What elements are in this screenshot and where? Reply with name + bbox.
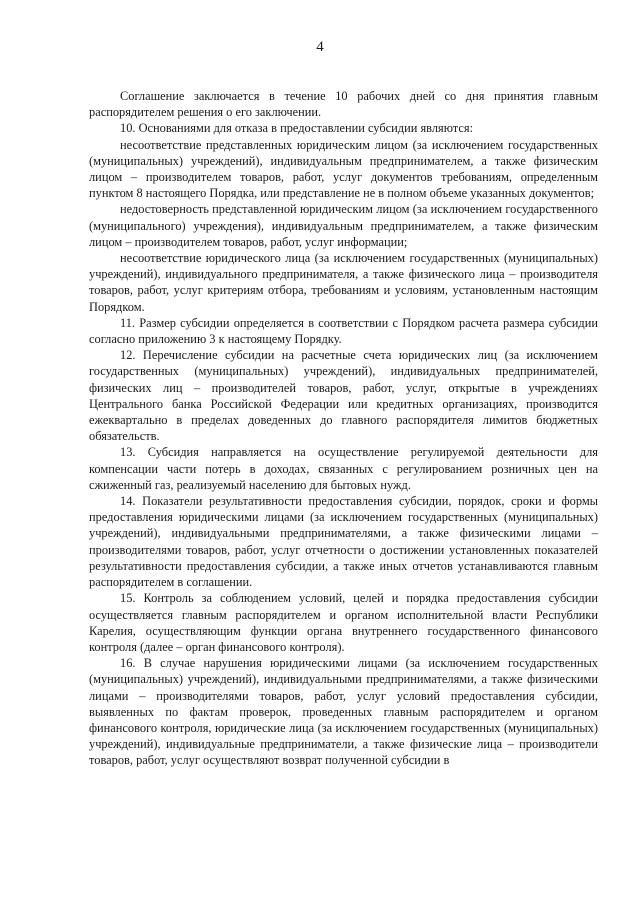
paragraph-refusal-nonconformity-documents: несоответствие представленных юридическим лицом (за исключением государственных (муниципальных) учреждений), индивидуальным предпринимателем, а также физическим лицом – производителем товаров, работ, услуг документов требованиям, определенным пунктом 8 настоящего Порядка, или представление не в полном объеме указанных документов; <box>89 137 598 201</box>
paragraph-agreement-term: Соглашение заключается в течение 10 рабочих дней со дня принятия главным распорядителем решения о его заключении. <box>89 89 598 120</box>
paragraph-11-subsidy-amount: 11. Размер субсидии определяется в соответствии с Порядком расчета размера субсидии согласно приложению 3 к настоящему Порядку. <box>89 315 598 347</box>
paragraph-14-performance-indicators: 14. Показатели результативности предоставления субсидии, порядок, сроки и формы предоставления юридическими лицами (за исключением государственных (муниципальных) учреждений), индивидуальными предпринимателями, а также физическими лицами – производителями товаров, работ, услуг отчетности о достижении установленных показателей результативности предоставления субсидии, а также иных отчетов устанавливаются главным распорядителем в соглашении. <box>89 494 598 590</box>
paragraph-refusal-criteria-mismatch: несоответствие юридического лица (за исключением государственных (муниципальных) учреждений), индивидуального предпринимателя, а также физического лица – производителя товаров, работ, услуг критериям отбора, требованиям и условиям, установленным настоящим Порядком. <box>89 251 598 314</box>
paragraph-15-control: 15. Контроль за соблюдением условий, целей и порядка предоставления субсидии осуществляется главным распорядителем и органом исполнительной власти Республики Карелия, осуществляющим функции органа внутреннего государственного финансового контроля (далее – орган финансового контроля). <box>89 591 598 654</box>
paragraph-13-subsidy-purpose: 13. Субсидия направляется на осуществление регулируемой деятельности для компенсации части потерь в доходах, связанных с регулированием розничных цен на сжиженный газ, реализуемый населению для бытовых нужд. <box>89 445 598 492</box>
paragraph-16-violations: 16. В случае нарушения юридическими лицами (за исключением государственных (муниципальных) учреждений), индивидуальными предпринимателями, а также физическими лицами – производителями товаров, работ, услуг условий предоставления субсидии, выявленных по фактам проверок, проведенных главным распорядителем и органом финансового контроля, юридические лица (за исключением государственных (муниципальных) учреждений), индивидуальные предприниматели, а также физические лица – производители товаров, работ, услуг осуществляют возврат полученной субсидии в <box>89 656 598 768</box>
page-number: 4 <box>316 39 324 55</box>
paragraph-10-refusal-grounds: 10. Основаниями для отказа в предоставлении субсидии являются: <box>120 121 474 136</box>
document-body <box>89 88 598 769</box>
paragraph-12-subsidy-transfer: 12. Перечисление субсидии на расчетные счета юридических лиц (за исключением государственных (муниципальных) учреждений), индивидуальных предпринимателей, физических лиц – производителей товаров, работ, услуг, открытые в учреждениях Центрального банка Российской Федерации или кредитных организациях, производится ежеквартально в пределах доведенных до главного распорядителя лимитов бюджетных обязательств. <box>89 348 598 444</box>
paragraph-refusal-false-information: недостоверность представленной юридическим лицом (за исключением государственного (муниципального) учреждения), индивидуальным предпринимателем, а также физическим лицом – производителем товаров, работ, услуг информации; <box>89 202 598 249</box>
